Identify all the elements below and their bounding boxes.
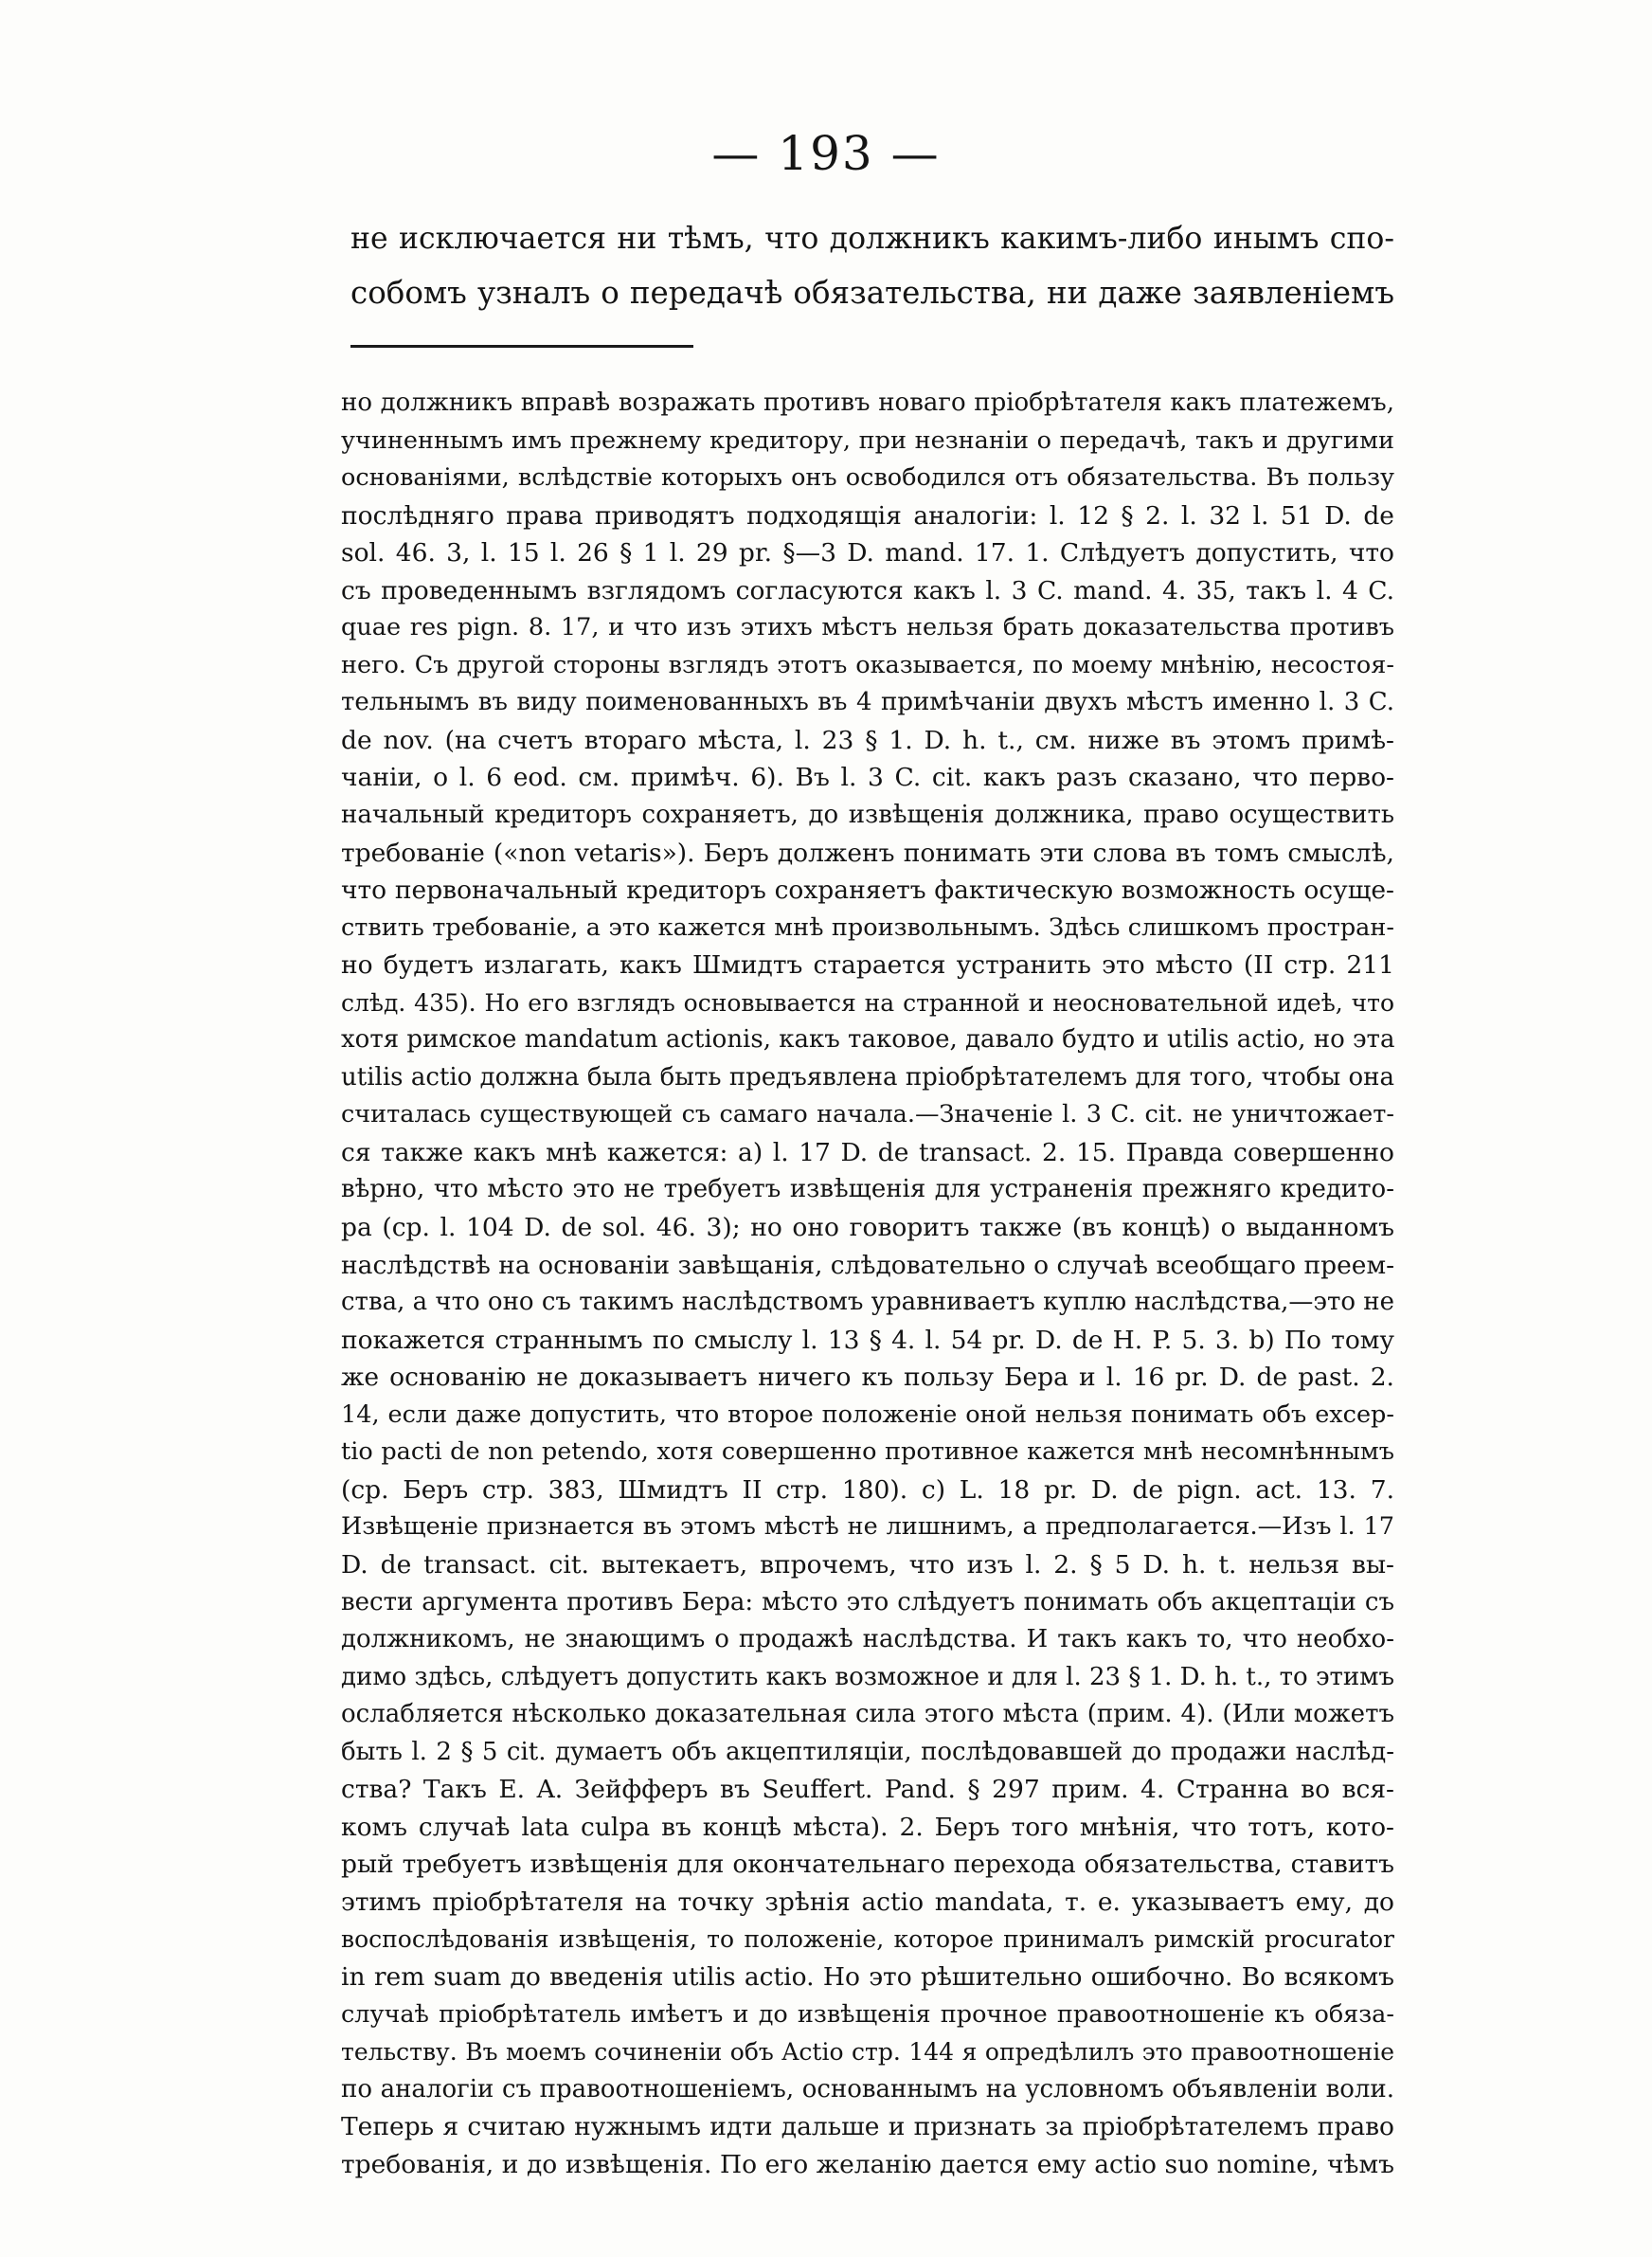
footnote-line: Извѣщеніе признается въ этомъ мѣстѣ не лишнимъ, а предполагается.—Изъ l. 17: [341, 1512, 1394, 1542]
main-text: [350, 212, 1394, 320]
footnote-line: ра (ср. l. 104 D. de sol. 46. 3); но оно говоритъ также (въ концѣ) о выданномъ: [341, 1213, 1394, 1243]
footnote-line: ства, а что оно съ такимъ наслѣдствомъ уравниваетъ куплю наслѣдства,—это не: [341, 1288, 1394, 1317]
footnote-line: димо здѣсь, слѣдуетъ допустить какъ возможное и для l. 23 § 1. D. h. t., то этимъ: [341, 1662, 1394, 1691]
footnote-line: тельству. Въ моемъ сочиненіи объ Actio стр. 144 я опредѣлилъ это правоотношеніе: [341, 2038, 1394, 2067]
footnote-line: но будетъ излагать, какъ Шмидтъ старается устранить это мѣсто (II стр. 211: [341, 950, 1394, 981]
main-text-line: не исключается ни тѣмъ, что должникъ какимъ-либо инымъ спо-: [350, 222, 1394, 256]
footnote-line: tio pacti de non petendo, хотя совершенно противное кажется мнѣ несомнѣннымъ: [341, 1437, 1394, 1467]
footnote-line: 14, если даже допустить, что второе положеніе оной нельзя понимать объ excep-: [341, 1399, 1394, 1429]
footnote-line: случаѣ пріобрѣтатель имѣетъ и до извѣщенія прочное правоотношеніе къ обяза-: [341, 1999, 1394, 2029]
footnote: [341, 385, 1394, 2183]
footnote-line: sol. 46. 3, l. 15 l. 26 § 1 l. 29 pr. §—3 D. mand. 17. 1. Слѣдуетъ допустить, что: [341, 538, 1394, 569]
footnote-line: должникомъ, не знающимъ о продажѣ наслѣдства. И такъ какъ то, что необхо-: [341, 1625, 1394, 1654]
footnote-line: слѣд. 435). Но его взглядъ основывается на странной и неосновательной идеѣ, что: [341, 988, 1394, 1017]
footnote-line: этимъ пріобрѣтателя на точку зрѣнія actio mandata, т. е. указываетъ ему, до: [341, 1887, 1394, 1917]
page-number: — 193 —: [711, 126, 941, 181]
footnote-rule: [350, 345, 693, 348]
footnote-line: воспослѣдованія извѣщенія, то положеніе, которое принималъ римскій procurator: [341, 1925, 1394, 1954]
footnote-line: послѣдняго права приводятъ подходящія аналогіи: l. 12 § 2. l. 32 l. 51 D. de: [341, 500, 1394, 531]
footnote-line: покажется страннымъ по смыслу l. 13 § 4. l. 54 pr. D. de H. P. 5. 3. b) По тому: [341, 1325, 1394, 1355]
footnote-line: quae res pign. 8. 17, и что изъ этихъ мѣстъ нельзя брать доказательства противъ: [341, 613, 1394, 642]
footnote-line: по аналогіи съ правоотношеніемъ, основаннымъ на условномъ объявленіи воли.: [341, 2074, 1394, 2104]
footnote-line: начальный кредиторъ сохраняетъ, до извѣщенія должника, право осуществить: [341, 801, 1394, 830]
footnote-line: же основанію не доказываетъ ничего къ пользу Бера и l. 16 pr. D. de past. 2.: [341, 1363, 1394, 1393]
footnote-line: вѣрно, что мѣсто это не требуетъ извѣщенія для устраненія прежняго кредито-: [341, 1175, 1394, 1204]
footnote-line: съ проведеннымъ взглядомъ согласуются какъ l. 3 C. mand. 4. 35, такъ l. 4 C.: [341, 575, 1394, 605]
footnote-line: основаніями, вслѣдствіе которыхъ онъ освободился отъ обязательства. Въ пользу: [341, 463, 1394, 493]
footnote-line: наслѣдствѣ на основаніи завѣщанія, слѣдовательно о случаѣ всеобщаго преем-: [341, 1250, 1394, 1280]
footnote-line: ся также какъ мнѣ кажется: a) l. 17 D. de transact. 2. 15. Правда совершенно: [341, 1137, 1394, 1167]
footnote-line: ствить требованіе, а это кажется мнѣ произвольнымъ. Здѣсь слишкомъ простран-: [341, 912, 1394, 942]
footnote-line: D. de transact. cit. вытекаетъ, впрочемъ, что изъ l. 2. § 5 D. h. t. нельзя вы-: [341, 1549, 1394, 1580]
footnote-line: но должникъ вправѣ возражать противъ новаго пріобрѣтателя какъ платежемъ,: [341, 388, 1394, 417]
main-text-line: собомъ узналъ о передачѣ обязательства, ни даже заявленіемъ: [350, 275, 1394, 311]
footnote-line: что первоначальный кредиторъ сохраняетъ фактическую возможность осуще-: [341, 876, 1394, 906]
footnote-line: хотя римское mandatum actionis, какъ таковое, давало будто и utilis actio, но эта: [341, 1025, 1394, 1055]
footnote-line: in rem suam до введенія utilis actio. Но это рѣшительно ошибочно. Во всякомъ: [341, 1961, 1394, 1992]
footnote-line: быть l. 2 § 5 cit. думаетъ объ акцептиляціи, послѣдовавшей до продажи наслѣд-: [341, 1737, 1394, 1766]
footnote-line: de nov. (на счетъ втораго мѣста, l. 23 § 1. D. h. t., см. ниже въ этомъ примѣ-: [341, 725, 1394, 755]
footnote-line: комъ случаѣ lata culpa въ концѣ мѣста). 2. Беръ того мнѣнія, что тотъ, кото-: [341, 1812, 1394, 1842]
footnote-line: него. Съ другой стороны взглядъ этотъ оказывается, по моему мнѣнію, несостоя-: [341, 650, 1394, 679]
footnote-line: учиненнымъ имъ прежнему кредитору, при незнаніи о передачѣ, такъ и другими: [341, 425, 1394, 455]
footnote-line: Теперь я считаю нужнымъ идти дальше и признать за пріобрѣтателемъ право: [341, 2112, 1394, 2142]
footnote-line: (ср. Беръ стр. 383, Шмидтъ II стр. 180). c) L. 18 pr. D. de pign. act. 13. 7.: [341, 1474, 1394, 1505]
footnote-line: ства? Такъ E. A. Зейфферъ въ Seuffert. Pand. § 297 прим. 4. Странна во вся-: [341, 1775, 1394, 1805]
footnote-line: требованія, и до извѣщенія. По его желанію дается ему actio suo nomine, чѣмъ: [341, 2149, 1394, 2179]
footnote-line: считалась существующей съ самаго начала.—Значеніе l. 3 C. cit. не уничтожает-: [341, 1100, 1394, 1129]
footnote-line: тельнымъ въ виду поименованныхъ въ 4 примѣчаніи двухъ мѣстъ именно l. 3 C.: [341, 688, 1394, 717]
footnote-line: чаніи, о l. 6 eod. см. примѣч. 6). Въ l. 3 C. cit. какъ разъ сказано, что перво-: [341, 763, 1394, 793]
footnote-line: ослабляется нѣсколько доказательная сила этого мѣста (прим. 4). (Или можетъ: [341, 1700, 1394, 1729]
footnote-line: вести аргумента противъ Бера: мѣсто это слѣдуетъ понимать объ акцептаціи съ: [341, 1587, 1394, 1616]
footnote-line: рый требуетъ извѣщенія для окончательнаго перехода обязательства, ставитъ: [341, 1850, 1394, 1880]
footnote-line: utilis actio должна была быть предъявлена пріобрѣтателемъ для того, чтобы она: [341, 1062, 1394, 1092]
footnote-line: требованіе («non vetaris»). Беръ долженъ понимать эти слова въ томъ смыслѣ,: [341, 838, 1394, 868]
